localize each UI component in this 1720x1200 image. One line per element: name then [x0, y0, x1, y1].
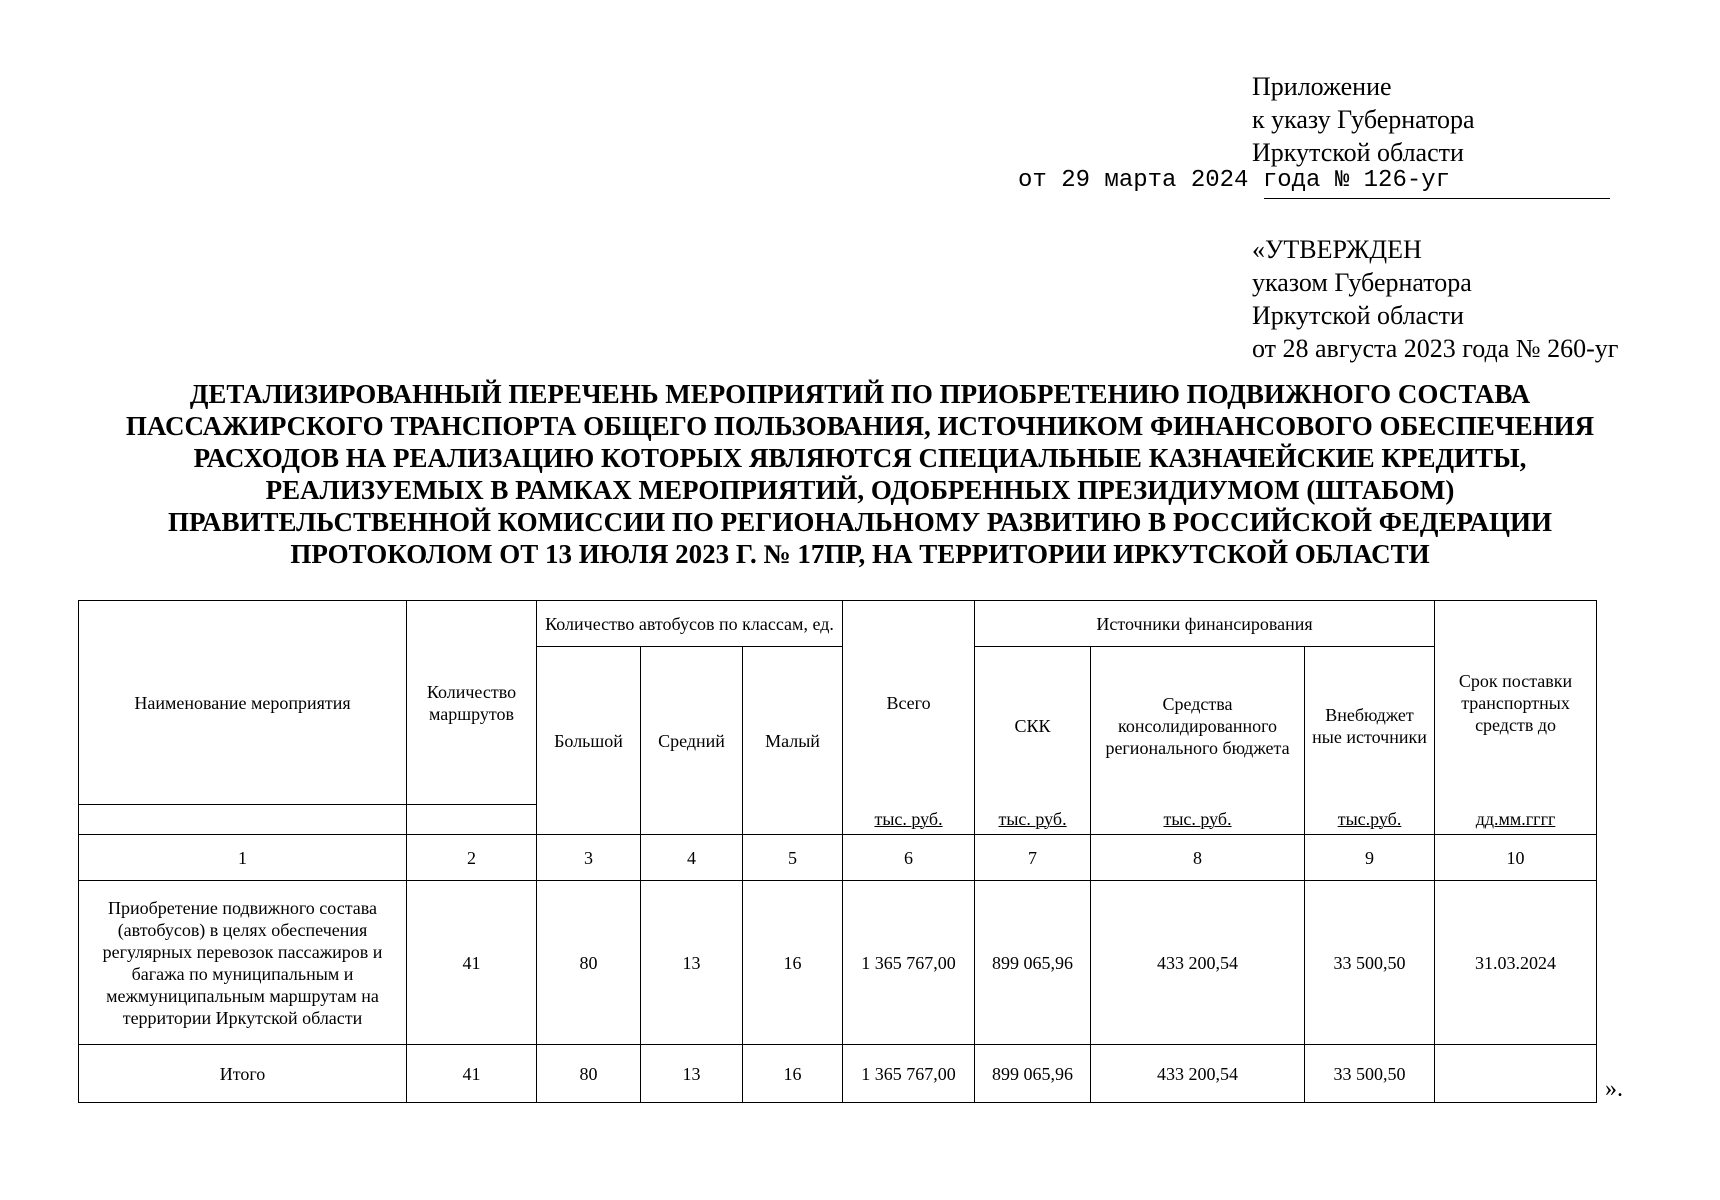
header-sources-group: Источники финансирования: [975, 601, 1435, 647]
row-skk: 899 065,96: [975, 1045, 1091, 1103]
table-row-total: [79, 1045, 1597, 1103]
unit-extra: [1305, 805, 1435, 835]
row-large: 80: [537, 881, 641, 1045]
approved-line: от 28 августа 2023 года № 260-уг: [1252, 334, 1619, 363]
row-small: 16: [743, 1045, 843, 1103]
title-line: РАСХОДОВ НА РЕАЛИЗАЦИЮ КОТОРЫХ ЯВЛЯЮТСЯ СПЕЦИАЛЬНЫЕ КАЗНАЧЕЙСКИЕ КРЕДИТЫ,: [193, 443, 1527, 473]
approved-block: [1252, 233, 1618, 365]
row-total: 1 365 767,00: [843, 881, 975, 1045]
header-extra: Внебюджет ные источники: [1305, 647, 1435, 805]
document-title: [40, 378, 1680, 570]
row-total: 1 365 767,00: [843, 1045, 975, 1103]
row-deadline: [1435, 1045, 1597, 1103]
header-deadline: Срок поставки транспортных средств до: [1435, 601, 1597, 805]
unit-deadline: [1435, 805, 1597, 835]
header-medium: Средний: [641, 647, 743, 835]
approved-line: Иркутской области: [1252, 301, 1464, 330]
title-line: ПРАВИТЕЛЬСТВЕННОЙ КОМИССИИ ПО РЕГИОНАЛЬНОМУ РАЗВИТИЮ В РОССИЙСКОЙ ФЕДЕРАЦИИ: [167, 507, 1553, 537]
row-small: 16: [743, 881, 843, 1045]
row-routes: 41: [407, 881, 537, 1045]
header-small: Малый: [743, 647, 843, 835]
row-name: Приобретение подвижного состава (автобусов) в целях обеспечения регулярных перевозок пассажиров и багажа по муниципальным и межмуниципальным маршрутам на территории Иркутской области: [79, 881, 407, 1045]
header-name-spacer: [79, 805, 407, 835]
row-medium: 13: [641, 1045, 743, 1103]
decree-underline: [1264, 198, 1610, 199]
title-line: ПАССАЖИРСКОГО ТРАНСПОРТА ОБЩЕГО ПОЛЬЗОВАНИЯ, ИСТОЧНИКОМ ФИНАНСОВОГО ОБЕСПЕЧЕНИЯ: [125, 411, 1595, 441]
appendix-line: Иркутской области: [1252, 138, 1464, 167]
header-large: Большой: [537, 647, 641, 835]
col-number: 5: [743, 835, 843, 881]
header-routes: Количество маршрутов: [407, 601, 537, 805]
col-number: 1: [79, 835, 407, 881]
row-routes: 41: [407, 1045, 537, 1103]
table-row: [79, 881, 1597, 1045]
row-large: 80: [537, 1045, 641, 1103]
row-deadline: 31.03.2024: [1435, 881, 1597, 1045]
header-buses-group: Количество автобусов по классам, ед.: [537, 601, 843, 647]
title-line: ДЕТАЛИЗИРОВАННЫЙ ПЕРЕЧЕНЬ МЕРОПРИЯТИЙ ПО ПРИОБРЕТЕНИЮ ПОДВИЖНОГО СОСТАВА: [189, 379, 1531, 409]
col-number: 8: [1091, 835, 1305, 881]
unit-label: тыс.руб.: [1337, 809, 1402, 830]
unit-label: тыс. руб.: [1163, 809, 1232, 830]
unit-label: тыс. руб.: [874, 809, 943, 830]
row-extra: 33 500,50: [1305, 1045, 1435, 1103]
row-regional: 433 200,54: [1091, 881, 1305, 1045]
approved-line: указом Губернатора: [1252, 268, 1472, 297]
appendix-line: Приложение: [1252, 72, 1392, 101]
closing-quote: ».: [1605, 1076, 1623, 1102]
header-routes-spacer: [407, 805, 537, 835]
row-medium: 13: [641, 881, 743, 1045]
header-name: Наименование мероприятия: [79, 601, 407, 805]
col-number: 4: [641, 835, 743, 881]
title-line: РЕАЛИЗУЕМЫХ В РАМКАХ МЕРОПРИЯТИЙ, ОДОБРЕННЫХ ПРЕЗИДИУМОМ (ШТАБОМ): [265, 475, 1455, 505]
decree-reference: от 29 марта 2024 года № 126-уг: [1018, 167, 1451, 194]
unit-regional: [1091, 805, 1305, 835]
col-number: 3: [537, 835, 641, 881]
unit-label: тыс. руб.: [998, 809, 1067, 830]
unit-total: [843, 805, 975, 835]
header-total: Всего: [843, 601, 975, 805]
col-number: 7: [975, 835, 1091, 881]
row-extra: 33 500,50: [1305, 881, 1435, 1045]
row-name: Итого: [79, 1045, 407, 1103]
row-skk: 899 065,96: [975, 881, 1091, 1045]
events-table: [78, 600, 1597, 1103]
appendix-block: [1252, 70, 1475, 169]
unit-skk: [975, 805, 1091, 835]
col-number: 10: [1435, 835, 1597, 881]
header-skk: СКК: [975, 647, 1091, 805]
col-number: 9: [1305, 835, 1435, 881]
appendix-line: к указу Губернатора: [1252, 105, 1475, 134]
col-number: 6: [843, 835, 975, 881]
header-regional: Средства консолидированного регионального бюджета: [1091, 647, 1305, 805]
approved-line: «УТВЕРЖДЕН: [1252, 235, 1422, 264]
unit-label: дд.мм.гггг: [1475, 809, 1556, 830]
title-line: ПРОТОКОЛОМ ОТ 13 ИЮЛЯ 2023 Г. № 17ПР, НА ТЕРРИТОРИИ ИРКУТСКОЙ ОБЛАСТИ: [290, 539, 1430, 569]
column-number-row: [79, 835, 1597, 881]
row-regional: 433 200,54: [1091, 1045, 1305, 1103]
col-number: 2: [407, 835, 537, 881]
